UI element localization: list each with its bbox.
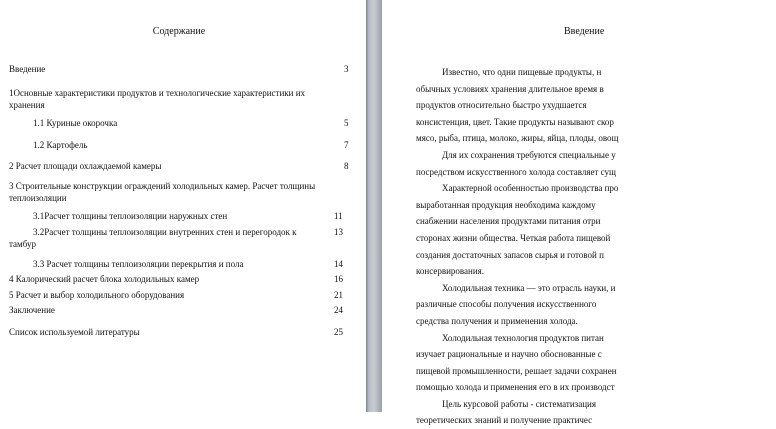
intro-text (416, 64, 776, 429)
intro-line: Для их сохранения требуются специальные у (442, 149, 616, 160)
intro-line: Характерной особенностью производства про (442, 183, 619, 194)
intro-line: выработанная продукция необходима каждому (416, 199, 596, 210)
toc-entry-text: 3.1Расчет толщины теплоизоляции наружных стен (33, 211, 228, 221)
intro-line: обычных условиях хранения длительное время в (416, 83, 604, 94)
toc-entry-text: Введение (9, 64, 46, 74)
toc-entry-text: Список используемой литературы (9, 327, 140, 337)
toc-entry-conclusion[interactable] (9, 304, 344, 316)
intro-title: Введение (564, 26, 605, 37)
toc-entry-page: 3 (344, 64, 349, 74)
toc-entry-section-2[interactable] (9, 160, 349, 172)
intro-page (382, 0, 624, 426)
toc-entry-text: 3 Строительные конструкции ограждений холодильных камер. Расчет толщины теплоизоляции (9, 181, 316, 203)
toc-entry-page: 13 (334, 227, 343, 237)
toc-entry-page: 5 (344, 118, 349, 128)
toc-entry-text: Заключение (9, 305, 55, 315)
toc-entry-section-4[interactable] (9, 273, 344, 285)
toc-entry-section-3-1[interactable] (33, 210, 344, 222)
intro-line: изучает рациональные и научно обоснованные с (416, 349, 602, 360)
intro-line: теоретических знаний и получение практичес (416, 415, 593, 426)
intro-line: Холодильная техника — это отрасль науки, и (442, 282, 616, 293)
toc-entry-page: 7 (344, 140, 349, 150)
toc-entry-section-3-2[interactable] (9, 226, 344, 250)
toc-title: Содержание (152, 26, 206, 37)
intro-line: мясо, рыба, птица, молоко, жиры, яйца, плоды, овощ (416, 133, 619, 144)
toc-entry-section-5[interactable] (9, 289, 344, 301)
toc-entry-references[interactable] (9, 326, 344, 338)
toc-entry-page: 21 (334, 290, 343, 300)
intro-line: сторонах жизни общества. Четкая работа пищевой (416, 232, 611, 243)
toc-page (0, 0, 366, 412)
toc-entry-section-1[interactable] (9, 87, 344, 111)
intro-line: снабжении населения продуктами питания отри (416, 216, 601, 227)
intro-line: Холодильная технология продуктов питан (442, 332, 604, 343)
toc-entry-page: 24 (334, 305, 343, 315)
toc-entry-section-1-2[interactable] (33, 139, 349, 151)
toc-entry-section-3-3[interactable] (33, 258, 344, 270)
intro-line: пищевой промышленности, решает задачи сохранен (416, 365, 617, 376)
toc-entry-introduction[interactable] (9, 63, 349, 75)
intro-line: посредством искусственного холода составляет сущ (416, 166, 616, 177)
intro-line: продуктов относительно быстро ухудшается (416, 100, 587, 111)
toc-entry-page: 11 (334, 211, 343, 221)
toc-entry-text: 2 Расчет площади охлаждаемой камеры (9, 161, 162, 171)
intro-line: консервирования. (416, 266, 485, 277)
intro-line: помощью холода и применения его в их производст (416, 382, 615, 393)
toc-entry-text: 1.2 Картофель (33, 140, 88, 150)
toc-entry-text: 1Основные характеристики продуктов и технологические характеристики их хранения (9, 88, 306, 110)
toc-entry-text: 1.1 Куриные окорочка (33, 118, 118, 128)
toc-entry-section-3[interactable] (9, 180, 344, 204)
toc-entry-page: 8 (344, 161, 349, 171)
intro-line: Известно, что одни пищевые продукты, н (442, 67, 602, 77)
intro-line: средства получения и применения холода. (416, 315, 578, 326)
intro-line: Цель курсовой работы - систематизация (442, 398, 596, 409)
intro-line: различные способы получения искусственного (416, 299, 597, 310)
toc-entry-text: 3.3 Расчет толщины теплоизоляции перекрытия и пола (33, 259, 244, 269)
toc-entry-page: 25 (334, 327, 343, 337)
page-gap (366, 0, 382, 412)
intro-line: консистенция, цвет. Такие продукты называют скор (416, 116, 614, 127)
intro-line: создания достаточных запасов сырья и готовой п (416, 249, 604, 260)
toc-entry-text: 5 Расчет и выбор холодильного оборудования (9, 290, 185, 300)
toc-entry-page: 14 (334, 259, 343, 269)
toc-entry-text: 3.2Расчет толщины теплоизоляции внутренних стен и перегородок к тамбур (9, 227, 297, 249)
toc-entry-page: 16 (334, 274, 343, 284)
toc-entry-text: 4 Калорический расчет блока холодильных камер (9, 274, 200, 284)
toc-entry-section-1-1[interactable] (33, 117, 349, 129)
